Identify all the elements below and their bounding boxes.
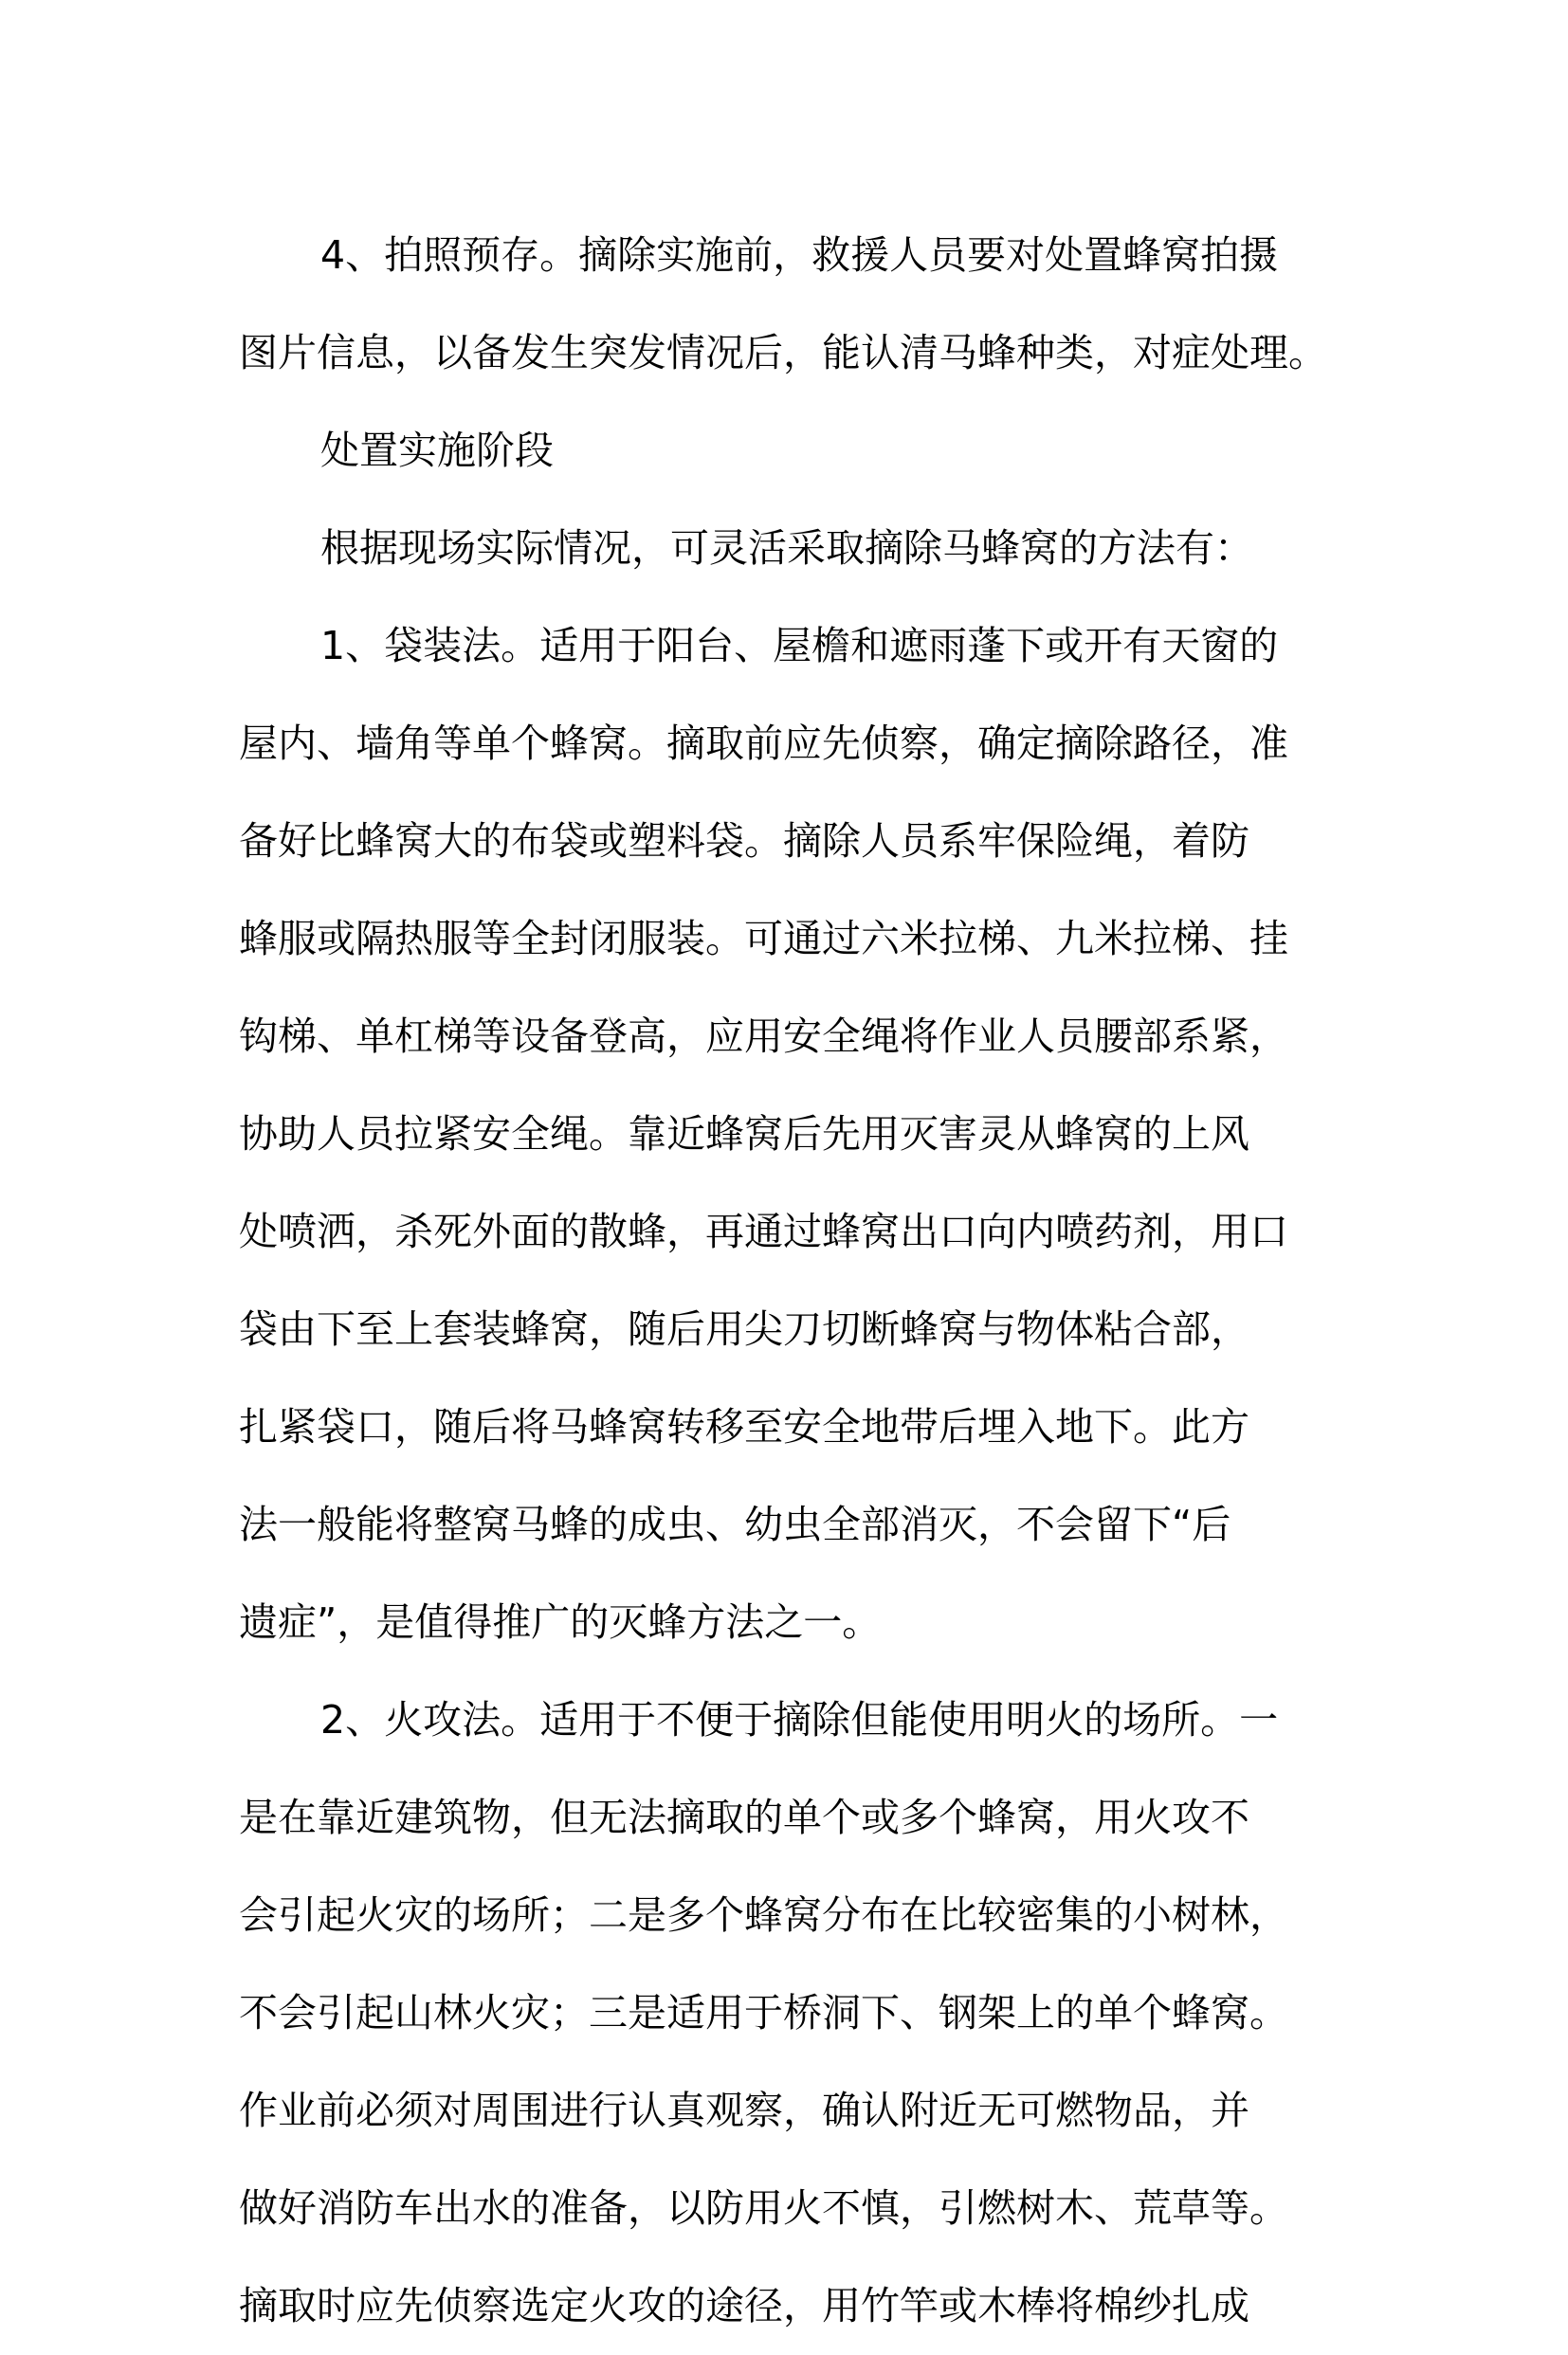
paragraph-line: 图片信息，以备发生突发情况后，能认清马蜂种类，对症处理。 — [239, 330, 1327, 375]
paragraph-line: 蜂服或隔热服等全封闭服装。可通过六米拉梯、九米拉梯、挂 — [239, 916, 1288, 961]
paragraph-line: 不会引起山林火灾；三是适用于桥洞下、钢架上的单个蜂窝。 — [239, 1990, 1288, 2036]
document-body — [239, 207, 1350, 2355]
paragraph-line: 扎紧袋口，随后将马蜂窝转移至安全地带后埋入地下。此方 — [239, 1404, 1249, 1450]
paragraph-line: 协助人员拉紧安全绳。靠近蜂窝后先用灭害灵从蜂窝的上风 — [239, 1111, 1249, 1157]
paragraph-line: 4、拍照预存。摘除实施前，救援人员要对处置蜂窝拍摄 — [320, 232, 1279, 278]
paragraph-line: 1、袋装法。适用于阳台、屋檐和遮雨蓬下或开有天窗的 — [320, 623, 1279, 668]
paragraph-line: 袋由下至上套装蜂窝，随后用尖刀切断蜂窝与物体粘合部， — [239, 1306, 1249, 1352]
paragraph-line: 法一般能将整窝马蜂的成虫、幼虫全部消灭，不会留下“后 — [239, 1502, 1231, 1547]
paragraph-line: 遗症”，是值得推广的灭蜂方法之一。 — [239, 1599, 882, 1645]
paragraph-line: 会引起火灾的场所；二是多个蜂窝分布在比较密集的小树林， — [239, 1892, 1288, 1938]
paragraph-line: 根据现场实际情况，可灵活采取摘除马蜂窝的方法有： — [320, 525, 1253, 571]
paragraph-line: 是在靠近建筑物，但无法摘取的单个或多个蜂窝，用火攻不 — [239, 1795, 1249, 1840]
paragraph-line: 备好比蜂窝大的布袋或塑料袋。摘除人员系牢保险绳，着防 — [239, 818, 1249, 864]
paragraph-line: 摘取时应先侦察选定火攻的途径，用竹竿或木棒将棉纱扎成 — [239, 2283, 1249, 2328]
paragraph-line: 钩梯、单杠梯等设备登高，应用安全绳将作业人员腰部系紧， — [239, 1013, 1288, 1059]
paragraph-line: 2、火攻法。适用于不便于摘除但能使用明火的场所。一 — [320, 1697, 1279, 1743]
section-heading: 处置实施阶段 — [320, 428, 554, 473]
paragraph-line: 作业前必须对周围进行认真观察，确认附近无可燃物品，并 — [239, 2088, 1249, 2133]
paragraph-line: 处喷洒，杀死外面的散蜂，再通过蜂窝出口向内喷药剂，用口 — [239, 1209, 1288, 1254]
paragraph-line: 屋内、墙角等单个蜂窝。摘取前应先侦察，确定摘除路径，准 — [239, 721, 1288, 766]
paragraph-line: 做好消防车出水的准备，以防用火不慎，引燃树木、荒草等。 — [239, 2185, 1288, 2231]
